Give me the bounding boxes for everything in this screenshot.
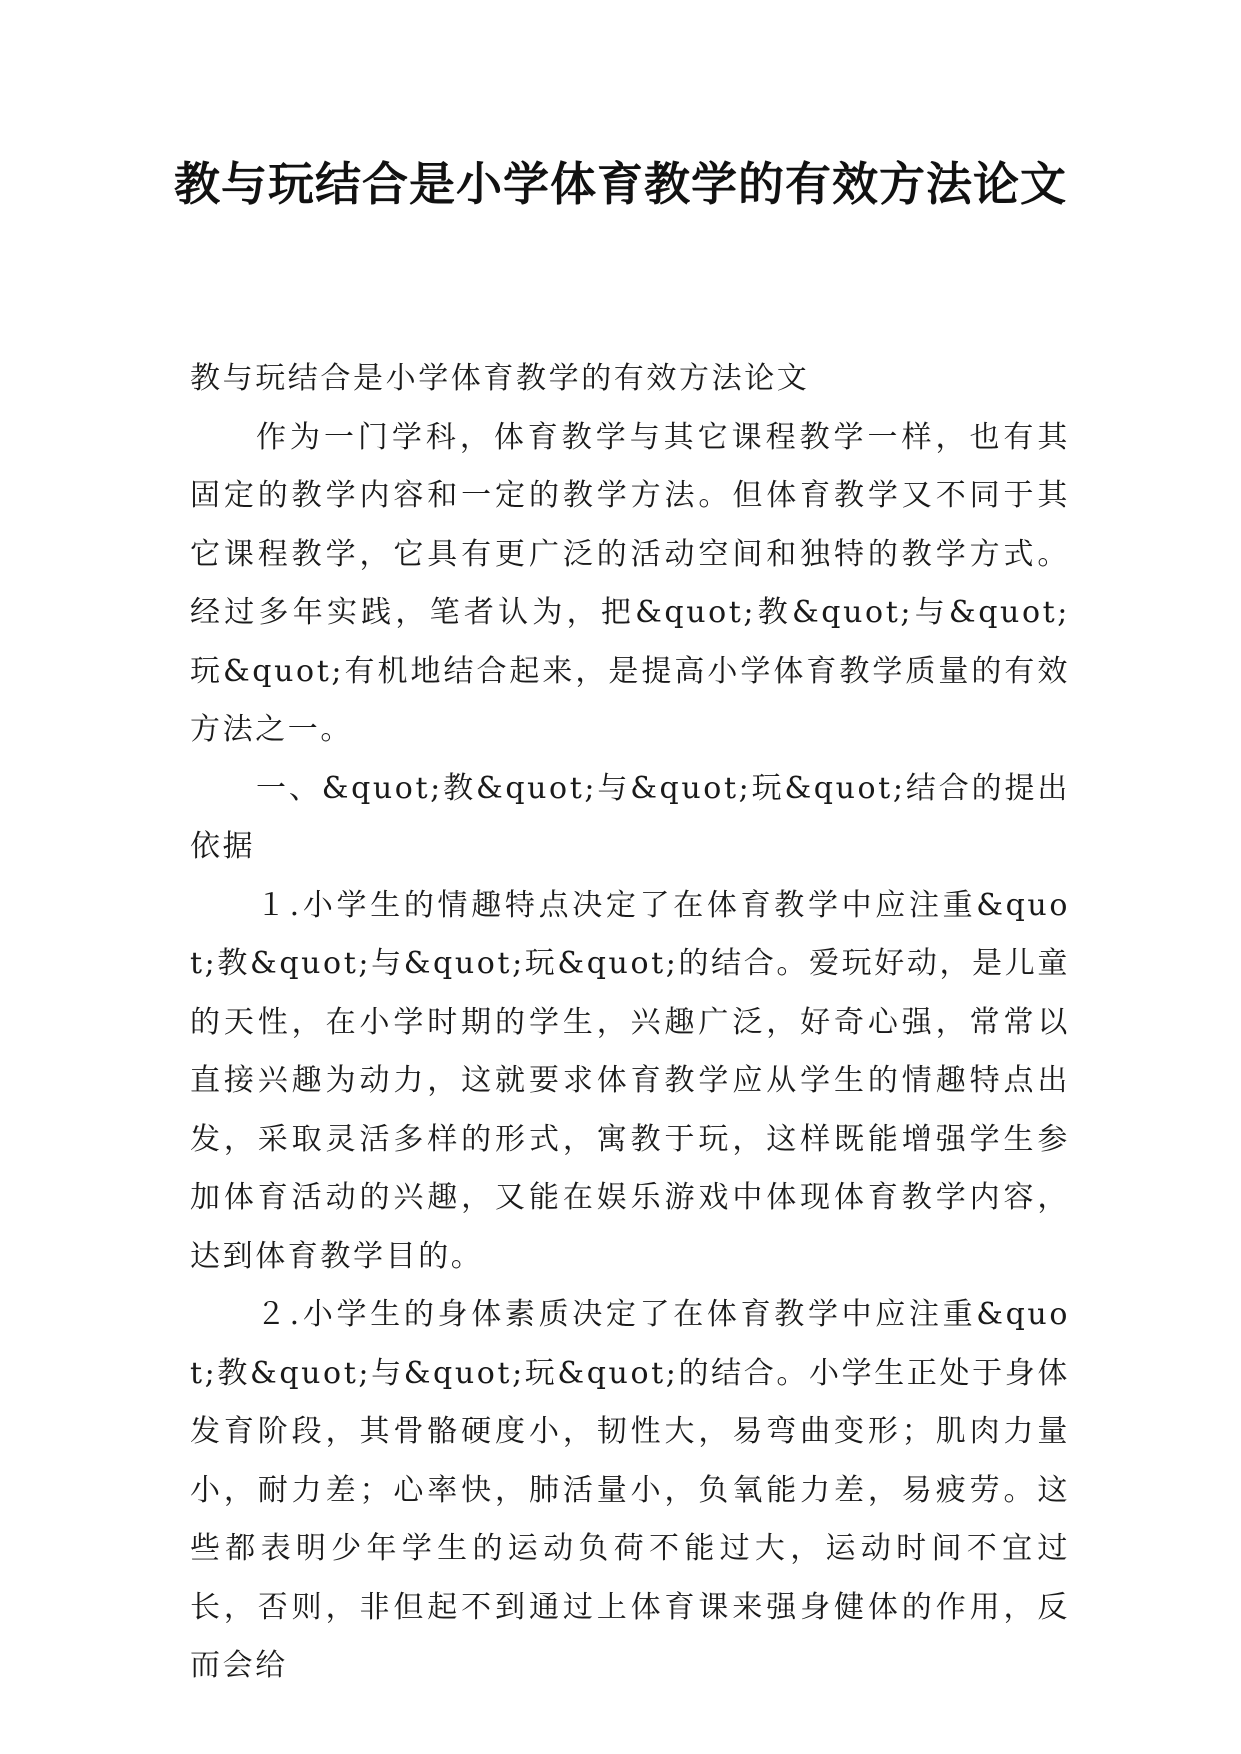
document-title: 教与玩结合是小学体育教学的有效方法论文 — [174, 157, 1067, 211]
paragraph-point-1: １.小学生的情趣特点决定了在体育教学中应注重&quot;教&quot;与&quot;玩&quot;的结合。爱玩好动，是儿童的天性，在小学时期的学生，兴趣广泛，好奇心强，常常以直接兴趣为动力，这就要求体育教学应从学生的情趣特点出发，采取灵活多样的形式，寓教于玩，这样既能增强学生参加体育活动的兴趣，又能在娱乐游戏中体现体育教学内容，达到体育教学目的。 — [190, 887, 1070, 1274]
paragraph-intro: 作为一门学科，体育教学与其它课程教学一样，也有其固定的教学内容和一定的教学方法。但体育教学又不同于其它课程教学，它具有更广泛的活动空间和独特的教学方式。经过多年实践，笔者认为，把&quot;教&quot;与&quot;玩&quot;有机地结合起来，是提高小学体育教学质量的有效方法之一。 — [190, 419, 1070, 747]
section-heading-basis: 一、&quot;教&quot;与&quot;玩&quot;结合的提出依据 — [190, 770, 1070, 864]
paragraph-subtitle: 教与玩结合是小学体育教学的有效方法论文 — [190, 361, 810, 396]
paragraph-point-2: ２.小学生的身体素质决定了在体育教学中应注重&quot;教&quot;与&quot;玩&quot;的结合。小学生正处于身体发育阶段，其骨骼硬度小，韧性大，易弯曲变形；肌肉力量小，耐力差；心率快，肺活量小，负氧能力差，易疲劳。这些都表明少年学生的运动负荷不能过大，运动时间不宜过长，否则，非但起不到通过上体育课来强身健体的作用，反而会给 — [190, 1297, 1070, 1683]
document-body — [190, 350, 1070, 1696]
